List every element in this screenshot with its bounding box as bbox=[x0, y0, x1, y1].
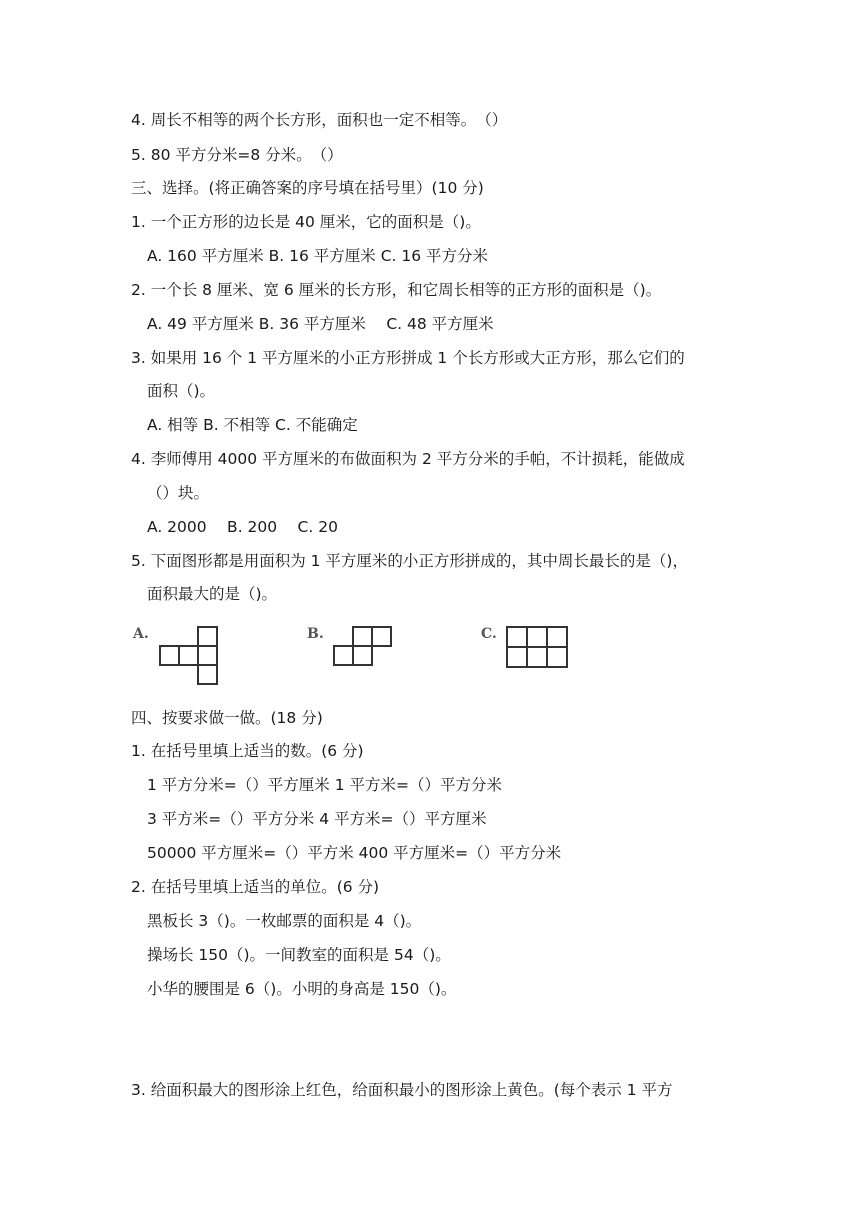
task-2-heading: 2. 在括号里填上适当的单位。(6 分) bbox=[131, 878, 380, 896]
task-1-row-3: 50000 平方厘米=（）平方米 400 平方厘米=（）平方分米 bbox=[147, 844, 562, 862]
section-4-heading: 四、按要求做一做。(18 分) bbox=[131, 709, 323, 727]
choice-question-1-options: A. 160 平方厘米 B. 16 平方厘米 C. 16 平方分米 bbox=[147, 247, 489, 265]
figure-a-squares bbox=[133, 624, 233, 688]
figure-b bbox=[307, 624, 407, 670]
task-2-row-3: 小华的腰围是 6（)。小明的身高是 150（)。 bbox=[147, 980, 457, 998]
question-5-true-false: 5. 80 平方分米=8 分米。 （） bbox=[131, 146, 343, 164]
figure-c bbox=[481, 624, 581, 670]
choice-question-3-continued: 面积（)。 bbox=[147, 382, 216, 400]
figure-b-label: B. bbox=[307, 626, 324, 642]
choice-question-4: 4. 李师傅用 4000 平方厘米的布做面积为 2 平方分米的手帕，不计损耗，能做成 bbox=[131, 450, 685, 468]
choice-question-2: 2. 一个长 8 厘米、宽 6 厘米的长方形，和它周长相等的正方形的面积是（)。 bbox=[131, 281, 662, 299]
task-1-row-1: 1 平方分米=（）平方厘米 1 平方米=（）平方分米 bbox=[147, 776, 502, 794]
task-3-heading: 3. 给面积最大的图形涂上红色，给面积最小的图形涂上黄色。(每个表示 1 平方 bbox=[131, 1081, 673, 1099]
figure-b-squares bbox=[307, 624, 407, 670]
choice-question-3-options: A. 相等 B. 不相等 C. 不能确定 bbox=[147, 416, 358, 434]
choice-question-4-continued: （）块。 bbox=[147, 484, 210, 502]
task-2-row-2: 操场长 150（)。一间教室的面积是 54（)。 bbox=[147, 946, 451, 964]
figure-a bbox=[133, 624, 233, 688]
task-2-row-1: 黑板长 3（)。一枚邮票的面积是 4（)。 bbox=[147, 912, 422, 930]
question-4-true-false: 4. 周长不相等的两个长方形，面积也一定不相等。 （） bbox=[131, 111, 508, 129]
choice-question-5: 5. 下面图形都是用面积为 1 平方厘米的小正方形拼成的，其中周长最长的是（)， bbox=[131, 552, 688, 570]
choice-question-3: 3. 如果用 16 个 1 平方厘米的小正方形拼成 1 个长方形或大正方形，那么它们的 bbox=[131, 349, 685, 367]
figure-c-label: C. bbox=[481, 626, 497, 642]
section-3-heading: 三、选择。(将正确答案的序号填在括号里）(10 分) bbox=[131, 179, 484, 197]
figure-a-label: A. bbox=[133, 626, 149, 642]
choice-question-5-continued: 面积最大的是（)。 bbox=[147, 585, 278, 603]
choice-question-1: 1. 一个正方形的边长是 40 厘米，它的面积是（)。 bbox=[131, 213, 481, 231]
figure-c-squares bbox=[481, 624, 581, 670]
choice-question-2-options: A. 49 平方厘米 B. 36 平方厘米 C. 48 平方厘米 bbox=[147, 315, 494, 333]
choice-question-4-options: A. 2000 B. 200 C. 20 bbox=[147, 518, 338, 536]
task-1-heading: 1. 在括号里填上适当的数。(6 分) bbox=[131, 742, 364, 760]
task-1-row-2: 3 平方米=（）平方分米 4 平方米=（）平方厘米 bbox=[147, 810, 487, 828]
